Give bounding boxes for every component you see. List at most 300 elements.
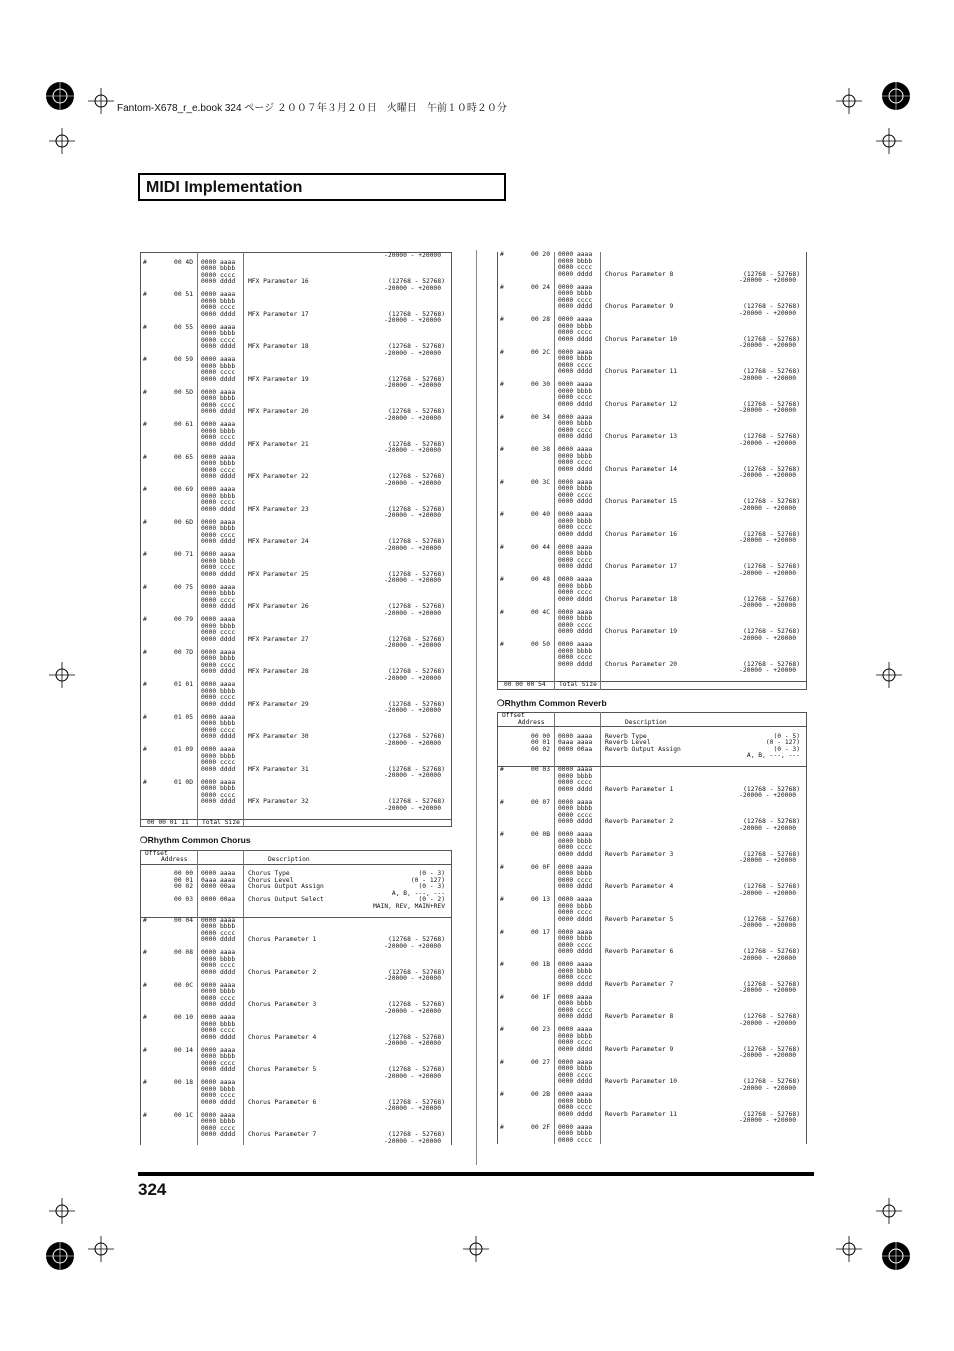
value-range: -20000 - +20000 — [739, 407, 796, 414]
bit-field: 0000 bbbb — [558, 582, 593, 590]
bit-field: 0000 dddd — [558, 1013, 593, 1020]
hash-mark: # — [143, 583, 147, 591]
value-range: (12768 - 52768) — [743, 303, 800, 310]
address-cell: 00 4C — [531, 608, 550, 616]
hash-mark: # — [500, 251, 504, 258]
parameter-name: Chorus Type — [248, 870, 290, 877]
hash-mark: # — [500, 381, 504, 388]
bit-field: 0000 00aa — [201, 896, 236, 903]
value-range: (12768 - 52768) — [743, 563, 800, 570]
address-cell: 00 01 — [531, 739, 550, 746]
hash-mark: # — [500, 896, 504, 903]
bit-field: 0000 dddd — [558, 818, 593, 825]
value-range: -20000 - +20000 — [739, 342, 796, 349]
value-range: (12768 - 52768) — [388, 1098, 445, 1106]
bit-field: 0000 dddd — [201, 505, 236, 513]
bit-field: 0000 cccc — [558, 909, 593, 916]
bit-field: 0000 bbbb — [201, 525, 236, 532]
table-row — [141, 1139, 451, 1146]
address-cell: 00 61 — [174, 421, 193, 428]
total-address: 00 00 00 54 — [504, 681, 546, 688]
crosshair-mark-icon — [49, 662, 75, 688]
bit-field: 0000 aaaa — [201, 291, 236, 298]
bit-field: 0000 cccc — [201, 759, 236, 766]
bit-field: 0000 bbbb — [201, 557, 236, 565]
bit-field: 0000 dddd — [201, 1033, 236, 1041]
bit-field: 0000 dddd — [201, 765, 236, 773]
bit-field: 0000 cccc — [558, 524, 593, 531]
hash-mark: # — [500, 608, 504, 616]
parameter-name: Chorus Parameter 16 — [605, 530, 678, 538]
value-range: (12768 - 52768) — [743, 628, 800, 635]
address-cell: 00 13 — [531, 896, 550, 903]
bit-field: 0000 cccc — [201, 336, 236, 344]
parameter-name: Chorus Parameter 12 — [605, 400, 678, 408]
address-cell: 00 10 — [174, 1014, 193, 1021]
bit-field: 0000 cccc — [201, 694, 236, 701]
bit-field: 0000 aaaa — [201, 1014, 236, 1021]
parameter-name: Reverb Parameter 10 — [605, 1078, 678, 1085]
parameter-name: Reverb Level — [605, 739, 651, 746]
parameter-name: Chorus Parameter 10 — [605, 335, 678, 343]
registration-mark-icon — [876, 76, 916, 116]
chorus-parameter-table-continued — [497, 252, 807, 690]
parameter-name: Chorus Parameter 7 — [248, 1131, 317, 1138]
parameter-name: MFX Parameter 28 — [248, 668, 309, 675]
value-range: -20000 - +20000 — [739, 954, 796, 962]
hash-mark: # — [143, 421, 147, 428]
value-range: (12768 - 52768) — [743, 465, 800, 473]
bit-field: 0000 dddd — [201, 343, 236, 350]
address-cell: 00 5D — [174, 388, 193, 396]
parameter-name: Chorus Parameter 18 — [605, 595, 678, 603]
bit-field: 0000 dddd — [201, 635, 236, 643]
address-cell: 01 01 — [174, 681, 193, 688]
hash-mark: # — [500, 831, 504, 838]
bit-field: 0000 bbbb — [558, 387, 593, 395]
address-cell: 00 51 — [174, 291, 193, 298]
hash-mark: # — [500, 543, 504, 551]
bit-field: 0000 cccc — [558, 654, 593, 661]
value-range: -20000 - +20000 — [384, 674, 441, 682]
bit-field: 0000 cccc — [201, 962, 236, 969]
parameter-name: Chorus Parameter 1 — [248, 936, 317, 943]
bit-field: 0000 bbbb — [558, 1000, 593, 1007]
value-range: -20000 - +20000 — [739, 1019, 796, 1027]
bit-field: 0000 bbbb — [558, 647, 593, 655]
value-range: (0 - 3) — [418, 883, 445, 890]
parameter-name: Reverb Parameter 1 — [605, 785, 674, 793]
value-range: (12768 - 52768) — [743, 948, 800, 955]
bit-field: 0000 dddd — [201, 1098, 236, 1106]
parameter-name: MFX Parameter 20 — [248, 408, 309, 415]
bit-field: 0000 bbbb — [558, 485, 593, 492]
value-range: (0 - 3) — [418, 870, 445, 877]
bit-field: 0000 bbbb — [558, 1097, 593, 1105]
bit-field: 0000 dddd — [201, 603, 236, 610]
bit-field: 0000 aaaa — [558, 608, 593, 616]
total-label: Total Size — [202, 818, 240, 826]
bit-field: 0000 cccc — [201, 271, 236, 279]
parameter-name: Reverb Parameter 8 — [605, 1013, 674, 1020]
address-cell: 00 00 — [174, 870, 193, 877]
bit-field: 0000 bbbb — [201, 622, 236, 630]
bit-field: 0000 bbbb — [201, 1053, 236, 1060]
bit-field: 0000 dddd — [201, 310, 236, 318]
bit-field: 0000 aaaa — [558, 251, 593, 258]
bit-field: 0000 dddd — [558, 595, 593, 603]
bit-field: 0000 bbbb — [201, 785, 236, 792]
bit-field: 0000 bbbb — [201, 752, 236, 760]
parameter-name: Chorus Output Assign — [248, 883, 324, 890]
bit-field: 0000 bbbb — [201, 988, 236, 995]
value-range: -20000 - +20000 — [739, 537, 796, 544]
bit-field: 0000 bbbb — [201, 460, 236, 467]
crosshair-mark-icon — [49, 1198, 75, 1224]
parameter-name: Chorus Parameter 15 — [605, 498, 678, 505]
table-rule — [498, 689, 806, 690]
value-range: (12768 - 52768) — [743, 660, 800, 668]
bit-field: 0000 dddd — [201, 473, 236, 480]
parameter-name: Reverb Type — [605, 732, 647, 740]
table-row — [141, 857, 451, 864]
crosshair-mark-icon — [876, 128, 902, 154]
value-range: (12768 - 52768) — [388, 1033, 445, 1041]
address-cell: 00 14 — [174, 1046, 193, 1054]
bit-field: 0000 cccc — [558, 1071, 593, 1079]
bit-field: 0000 cccc — [558, 361, 593, 369]
address-cell: 00 55 — [174, 323, 193, 331]
hash-mark: # — [500, 798, 504, 806]
address-cell: 00 02 — [174, 883, 193, 890]
value-range: (12768 - 52768) — [388, 538, 445, 545]
value-range: (12768 - 52768) — [743, 1013, 800, 1020]
address-cell: 00 20 — [531, 251, 550, 258]
bit-field: 0000 aaaa — [558, 1058, 593, 1066]
value-range: -20000 - +20000 — [739, 889, 796, 897]
hash-mark: # — [143, 1111, 147, 1119]
bit-field: 0000 cccc — [201, 629, 236, 636]
bit-field: 0000 cccc — [558, 589, 593, 596]
table-row — [141, 812, 451, 819]
value-range: (12768 - 52768) — [388, 798, 445, 805]
bit-field: 0000 cccc — [558, 811, 593, 819]
value-range: (12768 - 52768) — [388, 570, 445, 578]
bit-field: 0000 cccc — [201, 994, 236, 1002]
hash-mark: # — [500, 961, 504, 968]
hash-mark: # — [143, 1014, 147, 1021]
bit-field: 0000 cccc — [558, 941, 593, 949]
hash-mark: # — [143, 648, 147, 656]
bit-field: 0000 dddd — [558, 660, 593, 668]
bit-field: 0000 dddd — [558, 915, 593, 923]
parameter-name: Reverb Parameter 3 — [605, 850, 674, 858]
print-header: Fantom-X678_r_e.book 324 ページ ２００７年３月２０日 火曜日 午前１０時２０分 — [117, 103, 507, 114]
bit-field: 0000 dddd — [558, 785, 593, 793]
hash-mark: # — [500, 478, 504, 486]
value-range: (12768 - 52768) — [743, 270, 800, 278]
bit-field: 0000 dddd — [201, 968, 236, 976]
value-range: (12768 - 52768) — [388, 1066, 445, 1073]
bit-field: 0000 aaaa — [558, 543, 593, 551]
bit-field: 0000 cccc — [558, 1039, 593, 1046]
bit-field: 0000 aaaa — [558, 732, 593, 740]
offset-header: Offset — [145, 849, 168, 857]
value-range: -20000 - +20000 — [739, 792, 796, 799]
hash-mark: # — [143, 949, 147, 956]
value-range: -20000 - +20000 — [384, 772, 441, 779]
bit-field: 0000 bbbb — [201, 395, 236, 402]
bit-field: 0000 aaaa — [558, 283, 593, 291]
bit-field: 0000 bbbb — [558, 615, 593, 622]
section-title-box — [138, 173, 506, 201]
value-range: (12768 - 52768) — [388, 700, 445, 708]
bit-field: 0000 aaaa — [201, 421, 236, 428]
hash-mark: # — [143, 323, 147, 331]
bit-field: 0000 cccc — [558, 491, 593, 499]
parameter-name: MFX Parameter 29 — [248, 700, 309, 708]
bit-field: 0000 cccc — [558, 556, 593, 564]
bit-field: 0aaa aaaa — [201, 876, 236, 884]
address-cell: 01 09 — [174, 746, 193, 753]
bit-field: 0000 dddd — [558, 563, 593, 570]
value-range: -20000 - +20000 — [384, 447, 441, 454]
bit-field: 0000 dddd — [558, 883, 593, 890]
right-column — [497, 252, 807, 1144]
left-column — [140, 252, 452, 1145]
value-range: -20000 - +20000 — [739, 1052, 796, 1059]
bit-field: 0000 cccc — [201, 1027, 236, 1034]
address-cell: 00 03 — [531, 766, 550, 773]
address-cell: 00 28 — [531, 316, 550, 323]
address-cell: 00 2C — [531, 348, 550, 356]
parameter-name: Chorus Parameter 6 — [248, 1098, 317, 1106]
bit-field: 0000 dddd — [201, 375, 236, 383]
bit-field: 0000 dddd — [558, 303, 593, 310]
hash-mark: # — [500, 766, 504, 773]
registration-mark-icon — [876, 1236, 916, 1276]
address-cell: 00 71 — [174, 551, 193, 558]
hash-mark: # — [143, 291, 147, 298]
address-cell: 00 1C — [174, 1111, 193, 1119]
bit-field: 0000 aaaa — [201, 518, 236, 526]
address-cell: 00 0B — [531, 831, 550, 838]
reverb-section-heading: ❍Rhythm Common Reverb — [497, 697, 607, 708]
value-range: -20000 - +20000 — [739, 634, 796, 642]
bit-field: 0000 aaaa — [558, 478, 593, 486]
bit-field: 0aaa aaaa — [558, 739, 593, 746]
crosshair-mark-icon — [836, 1236, 862, 1262]
table-rule — [141, 826, 451, 827]
bit-field: 0000 bbbb — [558, 772, 593, 780]
bit-field: 0000 dddd — [558, 850, 593, 858]
hash-mark: # — [143, 616, 147, 623]
bit-field: 0000 dddd — [201, 278, 236, 285]
hash-mark: # — [143, 453, 147, 461]
value-range: -20000 - +20000 — [739, 569, 796, 577]
value-range: -20000 - +20000 — [739, 504, 796, 512]
bit-field: 0000 dddd — [558, 1078, 593, 1085]
bit-field: 0000 bbbb — [201, 362, 236, 370]
bit-field: 0000 aaaa — [201, 258, 236, 266]
address-cell: 00 34 — [531, 413, 550, 421]
address-cell: 00 1B — [531, 961, 550, 968]
bit-field: 0000 aaaa — [558, 928, 593, 936]
value-range: -20000 - +20000 — [384, 479, 441, 487]
chorus-section-heading: ❍Rhythm Common Chorus — [140, 835, 251, 845]
hash-mark: # — [143, 916, 147, 924]
address-cell: 00 44 — [531, 543, 550, 551]
address-cell: 00 18 — [174, 1079, 193, 1086]
table-row — [498, 1138, 806, 1145]
value-range: -20000 - +20000 — [384, 804, 441, 812]
bit-field: 0000 dddd — [201, 668, 236, 675]
bit-field: 0000 cccc — [558, 426, 593, 434]
hash-mark: # — [143, 713, 147, 721]
bit-field: 0000 aaaa — [201, 1111, 236, 1119]
value-range: (12768 - 52768) — [388, 603, 445, 610]
value-range: -20000 - +20000 — [739, 667, 796, 674]
parameter-name: Chorus Parameter 8 — [605, 270, 674, 278]
address-cell: 00 04 — [174, 916, 193, 924]
bit-field: 0000 bbbb — [558, 805, 593, 812]
parameter-name: Reverb Parameter 2 — [605, 818, 674, 825]
bit-field: 0000 cccc — [558, 329, 593, 336]
bit-field: 0000 00aa — [201, 883, 236, 890]
value-range: (12768 - 52768) — [388, 343, 445, 350]
bit-field: 0000 bbbb — [558, 322, 593, 330]
parameter-name: Reverb Parameter 7 — [605, 980, 674, 988]
parameter-name: Reverb Parameter 11 — [605, 1110, 678, 1118]
bit-field: 0000 cccc — [558, 844, 593, 851]
parameter-name: Reverb Parameter 6 — [605, 948, 674, 955]
bit-field: 0000 cccc — [558, 296, 593, 304]
bit-field: 0000 cccc — [558, 621, 593, 629]
bit-field: 0000 00aa — [558, 745, 593, 753]
bit-field: 0000 cccc — [558, 779, 593, 786]
bit-field: 0000 dddd — [558, 465, 593, 473]
bit-field: 0000 bbbb — [558, 935, 593, 942]
value-range: (12768 - 52768) — [743, 433, 800, 440]
address-cell: 00 65 — [174, 453, 193, 461]
hash-mark: # — [500, 1091, 504, 1098]
value-range: (12768 - 52768) — [388, 473, 445, 480]
hash-mark: # — [500, 1123, 504, 1131]
crosshair-mark-icon — [836, 88, 862, 114]
bit-field: 0000 dddd — [201, 1066, 236, 1073]
value-range: (12768 - 52768) — [743, 595, 800, 603]
value-range: A, B, ---, --- — [391, 889, 445, 897]
crosshair-mark-icon — [88, 1236, 114, 1262]
value-range: (12768 - 52768) — [388, 310, 445, 318]
page-number: 324 — [138, 1180, 167, 1199]
value-range: (12768 - 52768) — [388, 505, 445, 513]
value-range: -20000 - +20000 — [384, 512, 441, 519]
bit-field: 0000 dddd — [201, 1131, 236, 1138]
hash-mark: # — [500, 1026, 504, 1033]
address-cell: 00 27 — [531, 1058, 550, 1066]
parameter-name: Reverb Parameter 9 — [605, 1045, 674, 1053]
parameter-name: MFX Parameter 21 — [248, 440, 309, 448]
bit-field: 0000 bbbb — [201, 265, 236, 272]
column-divider — [476, 250, 477, 1165]
value-range: (12768 - 52768) — [743, 400, 800, 408]
value-range: -20000 - +20000 — [739, 439, 796, 447]
value-range: (12768 - 52768) — [743, 785, 800, 793]
bit-field: 0000 bbbb — [558, 870, 593, 877]
hash-mark: # — [500, 863, 504, 871]
description-header: Description — [268, 856, 310, 863]
crosshair-mark-icon — [876, 1198, 902, 1224]
address-cell: 00 08 — [174, 949, 193, 956]
bit-field: 0000 dddd — [558, 368, 593, 375]
address-cell: 00 23 — [531, 1026, 550, 1033]
bit-field: 0000 bbbb — [558, 452, 593, 460]
bit-field: 0000 bbbb — [558, 355, 593, 362]
value-range: (12768 - 52768) — [743, 530, 800, 538]
table-row — [141, 910, 451, 917]
parameter-name: MFX Parameter 22 — [248, 473, 309, 480]
bit-field: 0000 aaaa — [201, 356, 236, 363]
bit-field: 0000 bbbb — [201, 492, 236, 500]
hash-mark: # — [143, 551, 147, 558]
bit-field: 0000 cccc — [201, 726, 236, 734]
hash-mark: # — [143, 486, 147, 493]
bit-field: 0000 dddd — [558, 628, 593, 635]
parameter-name: MFX Parameter 19 — [248, 375, 309, 383]
value-range: (12768 - 52768) — [743, 883, 800, 890]
bit-field: 0000 cccc — [201, 1124, 236, 1132]
bit-field: 0000 cccc — [558, 1006, 593, 1014]
parameter-name: Chorus Parameter 4 — [248, 1033, 317, 1041]
bit-field: 0000 dddd — [558, 1110, 593, 1118]
total-label: Total Size — [559, 681, 597, 688]
address-cell: 00 50 — [531, 641, 550, 648]
parameter-name: Chorus Output Select — [248, 896, 324, 903]
bit-field: 0000 dddd — [558, 400, 593, 408]
bit-field: 0000 cccc — [558, 459, 593, 466]
bit-field: 0000 bbbb — [201, 1020, 236, 1028]
parameter-name: MFX Parameter 32 — [248, 798, 309, 805]
bit-field: 0000 bbbb — [201, 1085, 236, 1093]
bit-field: 0000 aaaa — [201, 713, 236, 721]
value-range: (12768 - 52768) — [743, 915, 800, 923]
hash-mark: # — [500, 993, 504, 1001]
bit-field: 0000 dddd — [201, 408, 236, 415]
bit-field: 0000 aaaa — [201, 1079, 236, 1086]
address-cell: 00 03 — [174, 896, 193, 903]
crosshair-mark-icon — [463, 1236, 489, 1262]
value-range: (12768 - 52768) — [743, 980, 800, 988]
bit-field: 0000 aaaa — [201, 616, 236, 623]
bit-field: 0000 aaaa — [201, 916, 236, 924]
value-range: (12768 - 52768) — [743, 1110, 800, 1118]
bit-field: 0000 bbbb — [201, 655, 236, 662]
parameter-name: Chorus Parameter 13 — [605, 433, 678, 440]
value-range: -20000 - +20000 — [384, 544, 441, 552]
bit-field: 0000 cccc — [558, 394, 593, 401]
bit-field: 0000 cccc — [201, 304, 236, 311]
address-cell: 00 59 — [174, 356, 193, 363]
value-range: (12768 - 52768) — [388, 968, 445, 976]
address-cell: 00 6D — [174, 518, 193, 526]
mfx-parameter-table — [140, 252, 452, 827]
parameter-name: Reverb Output Assign — [605, 745, 681, 753]
reverb-parameter-table — [497, 712, 807, 1144]
parameter-name: Chorus Level — [248, 876, 294, 884]
value-range: -20000 - +20000 — [739, 857, 796, 864]
value-range: -20000 - +20000 — [739, 309, 796, 317]
